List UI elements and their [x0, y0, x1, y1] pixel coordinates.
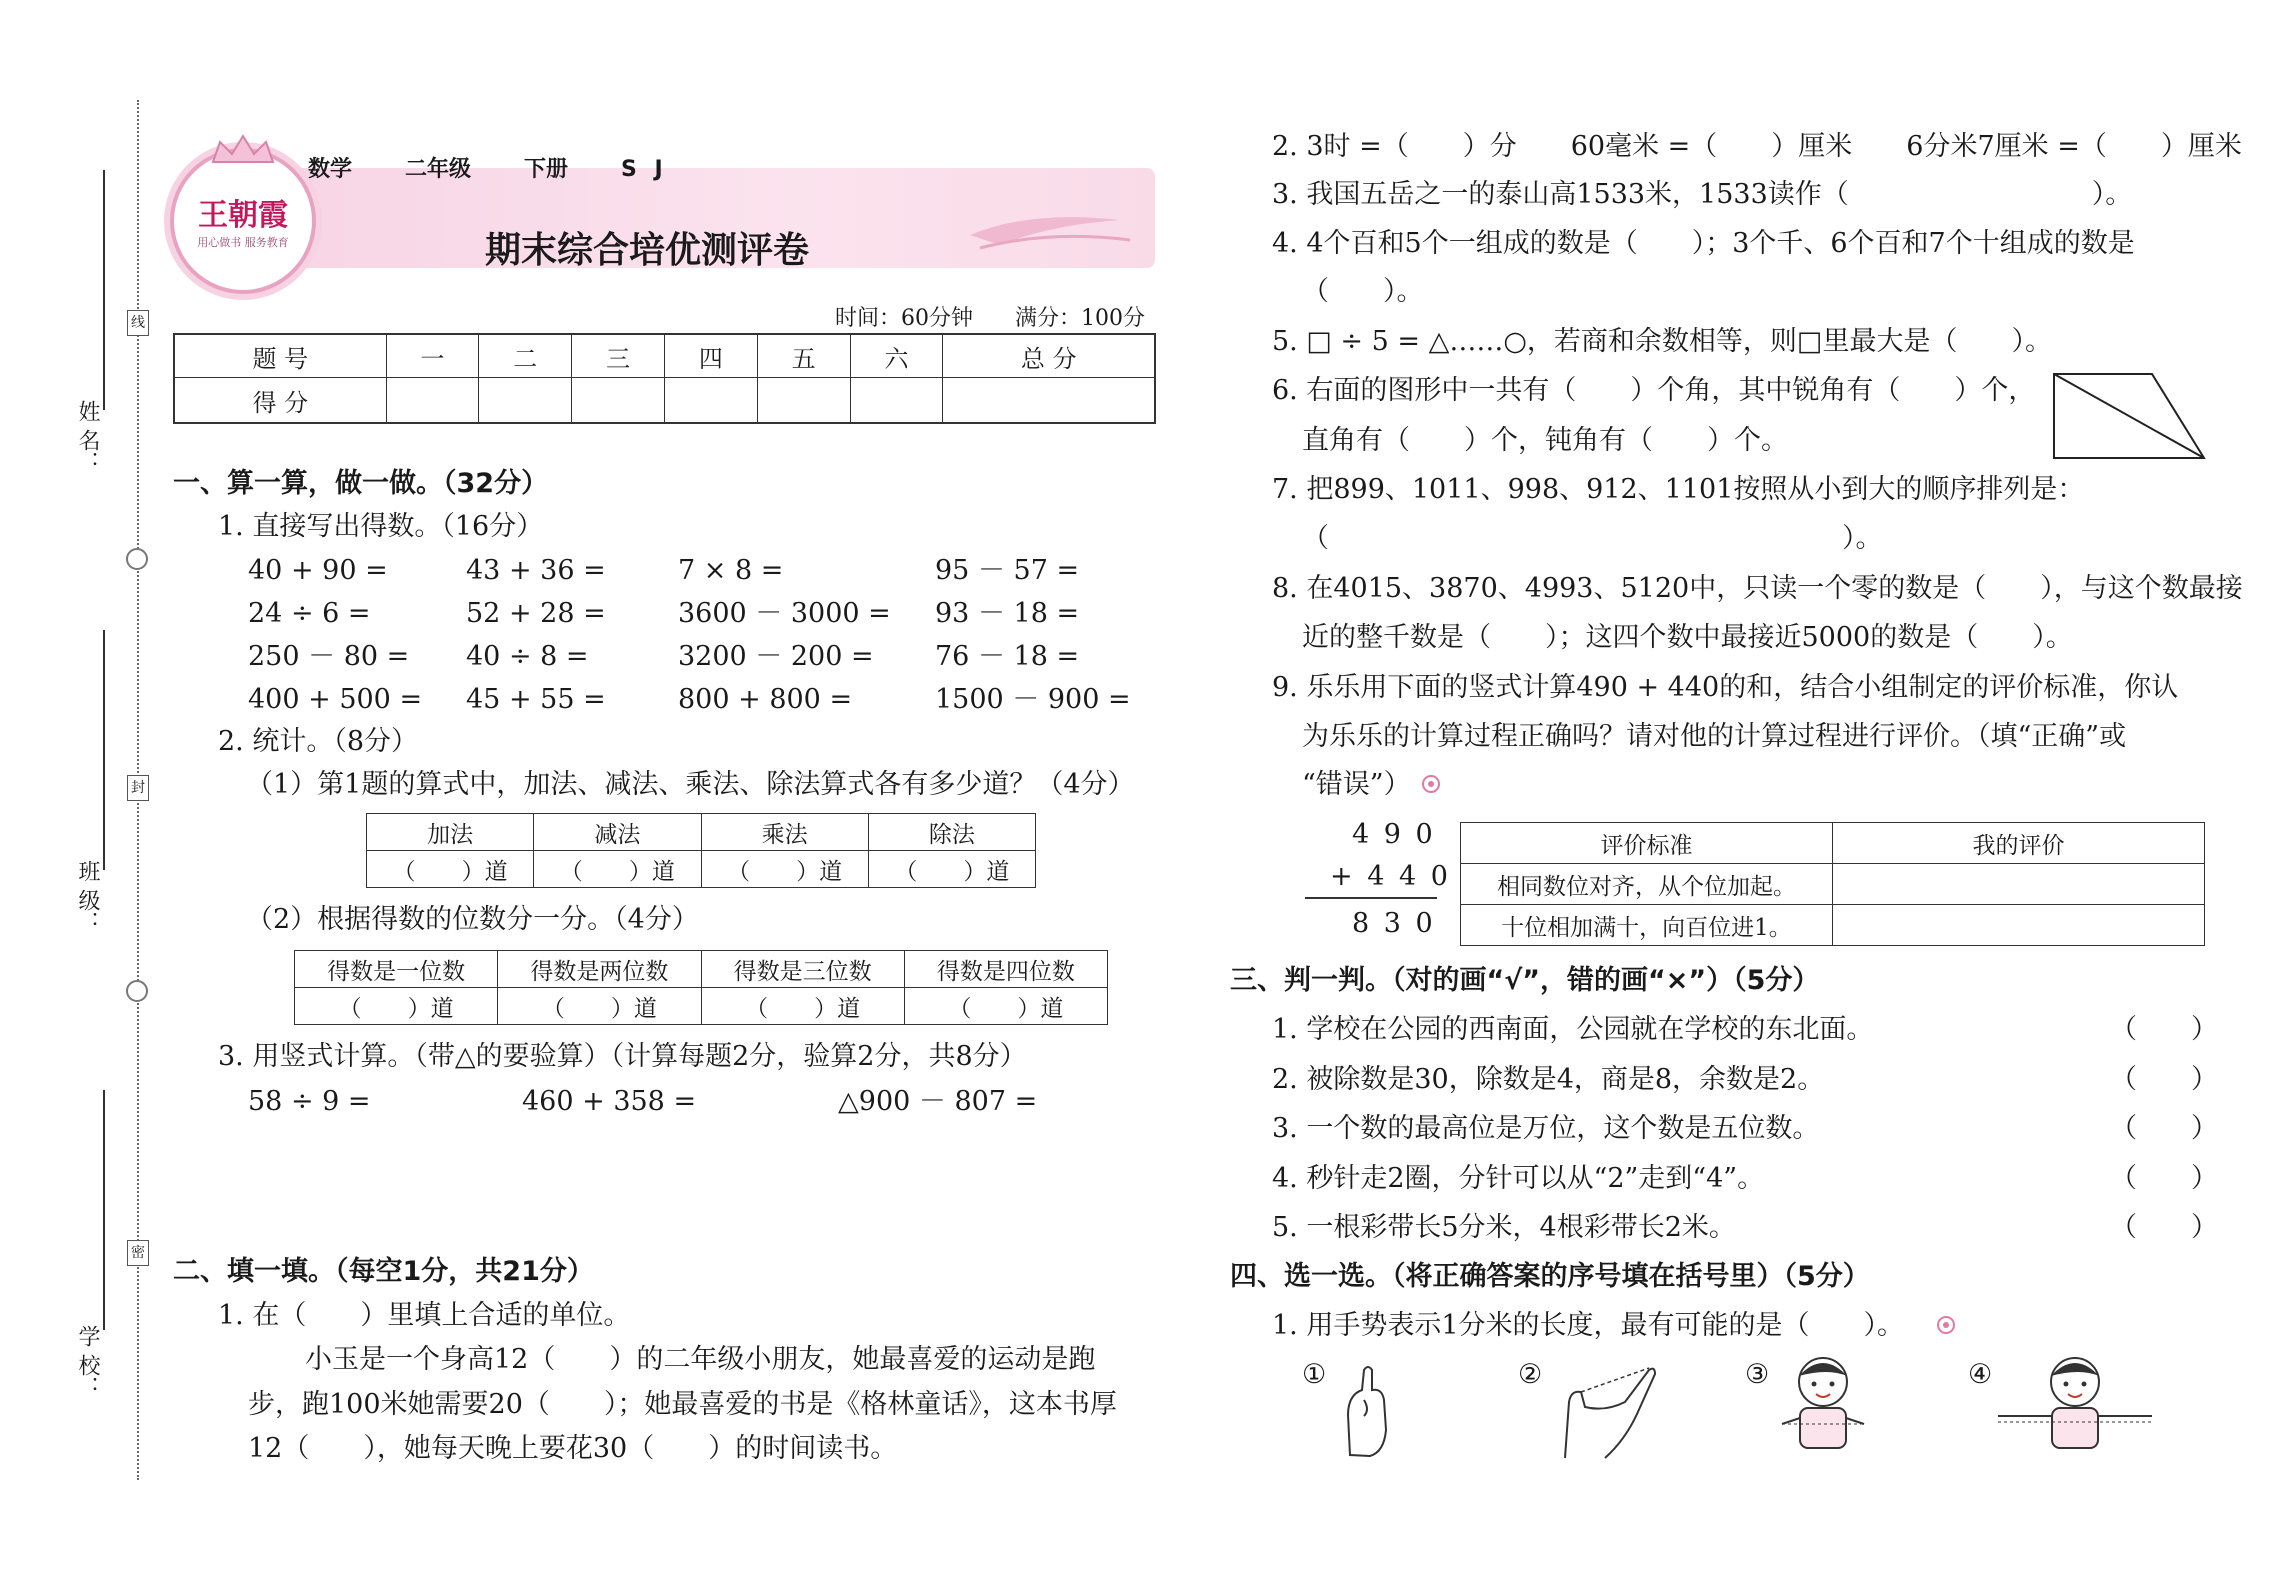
vertical-calc-item: △900 － 807 = — [838, 1086, 1038, 1117]
eval-answer-cell[interactable] — [1833, 905, 2205, 946]
sec2-q8: 8. 在4015、3870、4993、5120中，只读一个零的数是（ ），与这个数最接 — [1272, 573, 2243, 604]
judge-item: 4. 秒针走2圈，分针可以从“2”走到“4”。 — [1272, 1163, 1765, 1194]
calc-item: 52 + 28 = — [466, 598, 606, 629]
sec2-q5: 5. □ ÷ 5 = △……○，若商和余数相等，则□里最大是（ ）。 — [1272, 326, 2052, 357]
brand-name: 王朝霞 — [198, 198, 288, 233]
score-input-cell[interactable] — [386, 378, 479, 424]
sec2-q6-cont: 直角有（ ）个，钝角有（ ）个。 — [1302, 425, 1788, 456]
calc-item: 40 ÷ 8 = — [466, 641, 589, 672]
score-row-label: 得 分 — [174, 378, 386, 424]
sec2-q1-title: 1. 在（ ）里填上合适的单位。 — [218, 1300, 631, 1331]
help-icon — [1935, 1314, 1957, 1336]
judge-answer-paren[interactable]: （ ） — [2110, 1064, 2218, 1095]
school-label: 学 校： — [75, 1325, 100, 1398]
score-head-cell: 二 — [479, 334, 572, 378]
calc-item: 3200 － 200 = — [678, 641, 874, 672]
eval-answer-cell[interactable] — [1833, 864, 2205, 905]
trapezoid-figure — [2050, 368, 2210, 464]
score-head-cell: 四 — [664, 334, 757, 378]
eval-head: 评价标准 — [1461, 823, 1833, 864]
sec2-q7-cont: （ ）。 — [1302, 523, 1883, 554]
score-input-cell[interactable] — [572, 378, 665, 424]
sec1-q1-title: 1. 直接写出得数。（16分） — [218, 511, 544, 542]
judge-answer-paren[interactable]: （ ） — [2110, 1212, 2218, 1243]
option-label[interactable]: ② — [1518, 1359, 1543, 1390]
eval-criterion: 十位相加满十，向百位进1。 — [1461, 905, 1833, 946]
sec1-q2-1: （1）第1题的算式中，加法、减法、乘法、除法算式各有多少道？（4分） — [246, 769, 1135, 800]
sec2-q8-cont: 近的整千数是（ ）；这四个数中最接近5000的数是（ ）。 — [1302, 622, 2073, 653]
binding-gutter — [0, 0, 160, 1582]
score-input-cell[interactable] — [664, 378, 757, 424]
brand-tagline: 用心做书 服务教育 — [197, 236, 289, 249]
op-head: 乘法 — [701, 814, 868, 851]
judge-answer-paren[interactable]: （ ） — [2110, 1014, 2218, 1045]
score-head-cell: 一 — [386, 334, 479, 378]
calc-item: 40 + 90 = — [248, 555, 388, 586]
digit-answer-cell[interactable]: （ ）道 — [701, 988, 904, 1025]
spread-hand-icon — [1545, 1362, 1665, 1460]
op-head: 减法 — [534, 814, 701, 851]
sec2-q1-line: 小玉是一个身高12（ ）的二年级小朋友，她最喜爱的运动是跑 — [305, 1344, 1096, 1375]
subject-line — [308, 152, 663, 183]
digit-head: 得数是四位数 — [904, 951, 1107, 988]
calc-item: 45 + 55 = — [466, 684, 606, 715]
calc-item: 400 + 500 = — [248, 684, 423, 715]
grade: 二年级 — [405, 157, 472, 182]
digit-answer-cell[interactable]: （ ）道 — [498, 988, 701, 1025]
term: 下册 — [524, 157, 569, 182]
calc-item: 800 + 800 = — [678, 684, 853, 715]
vertical-sum-line — [1305, 897, 1437, 899]
score-input-cell[interactable] — [479, 378, 572, 424]
eval-head: 我的评价 — [1833, 823, 2205, 864]
score-head-cell: 三 — [572, 334, 665, 378]
digit-head: 得数是两位数 — [498, 951, 701, 988]
section2-title: 二、填一填。（每空1分，共21分） — [173, 1256, 594, 1287]
crown-icon — [208, 134, 278, 164]
judge-answer-paren[interactable]: （ ） — [2110, 1113, 2218, 1144]
section3-title: 三、判一判。（对的画“√”，错的画“×”）（5分） — [1230, 965, 1820, 996]
op-head: 除法 — [868, 814, 1035, 851]
vertical-calc-item: 460 + 358 = — [522, 1086, 697, 1117]
page-title: 期末综合培优测评卷 — [485, 230, 810, 271]
score-head-cell: 题 号 — [174, 334, 386, 378]
boy-short-span-icon — [1768, 1350, 1878, 1455]
sec2-q9: 9. 乐乐用下面的竖式计算490 + 440的和，结合小组制定的评价标准，你认 — [1272, 672, 2179, 703]
score-input-cell[interactable] — [943, 378, 1155, 424]
calc-item: 76 － 18 = — [935, 641, 1080, 672]
section1-title: 一、算一算，做一做。（32分） — [173, 468, 549, 499]
binding-hole-icon — [126, 980, 148, 1002]
edition: S J — [621, 157, 663, 182]
subject: 数学 — [308, 157, 353, 182]
digit-head: 得数是三位数 — [701, 951, 904, 988]
gutter-mark-line: 线 — [127, 310, 149, 336]
class-write-line — [103, 630, 105, 870]
boy-wide-span-icon — [1990, 1350, 2160, 1455]
gutter-mark-secret: 密 — [127, 1240, 149, 1266]
digit-count-table — [294, 950, 1108, 1025]
name-write-line — [103, 170, 105, 410]
sec2-q6: 6. 右面的图形中一共有（ ）个角，其中锐角有（ ）个， — [1272, 375, 2036, 406]
calc-item: 3600 － 3000 = — [678, 598, 891, 629]
full-score: 满分：100分 — [1015, 306, 1145, 331]
gutter-mark-seal: 封 — [127, 775, 149, 801]
digit-answer-cell[interactable]: （ ）道 — [904, 988, 1107, 1025]
sec2-q2: 2. 3时 =（ ）分 60毫米 =（ ）厘米 6分米7厘米 =（ ）厘米 — [1272, 131, 2242, 162]
evaluation-table — [1460, 822, 2205, 946]
digit-answer-cell[interactable]: （ ）道 — [295, 988, 498, 1025]
calc-item: 95 － 57 = — [935, 555, 1080, 586]
sec2-q9-cont: 为乐乐的计算过程正确吗？请对他的计算过程进行评价。（填“正确”或 — [1302, 721, 2127, 752]
score-input-cell[interactable] — [850, 378, 943, 424]
judge-item: 2. 被除数是30，除数是4，商是8，余数是2。 — [1272, 1064, 1825, 1095]
calc-item: 43 + 36 = — [466, 555, 606, 586]
calc-item: 1500 － 900 = — [935, 684, 1131, 715]
calc-item: 7 × 8 = — [678, 555, 784, 586]
sec1-q3-title: 3. 用竖式计算。（带△的要验算）（计算每题2分，验算2分，共8分） — [218, 1041, 1027, 1072]
vertical-addend: 4 9 0 — [1352, 819, 1436, 850]
sec1-q2-2: （2）根据得数的位数分一分。（4分） — [246, 904, 699, 935]
calc-item: 24 ÷ 6 = — [248, 598, 371, 629]
vertical-sum: 8 3 0 — [1352, 908, 1436, 939]
calc-item: 250 － 80 = — [248, 641, 410, 672]
op-answer-cell[interactable]: （ ）道 — [534, 851, 701, 888]
vertical-addend: + 4 4 0 — [1330, 861, 1451, 892]
class-label: 班 级： — [75, 860, 100, 933]
help-icon — [1420, 773, 1442, 795]
score-head-cell: 六 — [850, 334, 943, 378]
operation-count-table — [366, 813, 1036, 888]
op-answer-cell[interactable]: （ ）道 — [367, 851, 534, 888]
option-label[interactable]: ① — [1302, 1359, 1327, 1390]
score-head-cell: 总 分 — [943, 334, 1155, 378]
sec2-q4-cont: （ ）。 — [1302, 276, 1424, 307]
sec2-q9-cont2: “错误”） — [1302, 769, 1411, 800]
exam-time: 时间：60分钟 — [835, 306, 973, 331]
judge-item: 3. 一个数的最高位是万位，这个数是五位数。 — [1272, 1113, 1820, 1144]
judge-item: 5. 一根彩带长5分米，4根彩带长2米。 — [1272, 1212, 1736, 1243]
op-answer-cell[interactable]: （ ）道 — [701, 851, 868, 888]
option-label[interactable]: ③ — [1745, 1359, 1770, 1390]
score-table — [173, 333, 1156, 424]
sec1-q2-title: 2. 统计。（8分） — [218, 726, 419, 757]
score-input-cell[interactable] — [757, 378, 850, 424]
swoosh-decoration — [960, 200, 1140, 260]
eval-criterion: 相同数位对齐，从个位加起。 — [1461, 864, 1833, 905]
sec2-q1-line: 12（ ），她每天晚上要花30（ ）的时间读书。 — [248, 1433, 898, 1464]
pinch-hand-icon — [1330, 1360, 1410, 1460]
sec2-q3: 3. 我国五岳之一的泰山高1533米，1533读作（ ）。 — [1272, 179, 2133, 210]
sec4-q1: 1. 用手势表示1分米的长度，最有可能的是（ ）。 — [1272, 1310, 1905, 1341]
sec2-q4: 4. 4个百和5个一组成的数是（ ）；3个千、6个百和7个十组成的数是 — [1272, 228, 2135, 259]
option-label[interactable]: ④ — [1968, 1359, 1993, 1390]
judge-answer-paren[interactable]: （ ） — [2110, 1163, 2218, 1194]
vertical-calc-item: 58 ÷ 9 = — [248, 1086, 371, 1117]
sec2-q7: 7. 把899、1011、998、912、1101按照从小到大的顺序排列是： — [1272, 474, 2085, 505]
op-head: 加法 — [367, 814, 534, 851]
section4-title: 四、选一选。（将正确答案的序号填在括号里）（5分） — [1230, 1261, 1870, 1292]
sec2-q1-line: 步，跑100米她需要20（ ）；她最喜爱的书是《格林童话》，这本书厚 — [248, 1389, 1117, 1420]
digit-head: 得数是一位数 — [295, 951, 498, 988]
op-answer-cell[interactable]: （ ）道 — [868, 851, 1035, 888]
binding-hole-icon — [126, 548, 148, 570]
calc-item: 93 － 18 = — [935, 598, 1080, 629]
name-label: 姓 名： — [75, 400, 100, 473]
score-head-cell: 五 — [757, 334, 850, 378]
brand-logo — [170, 148, 316, 294]
judge-item: 1. 学校在公园的西南面，公园就在学校的东北面。 — [1272, 1014, 1874, 1045]
school-write-line — [103, 1090, 105, 1330]
